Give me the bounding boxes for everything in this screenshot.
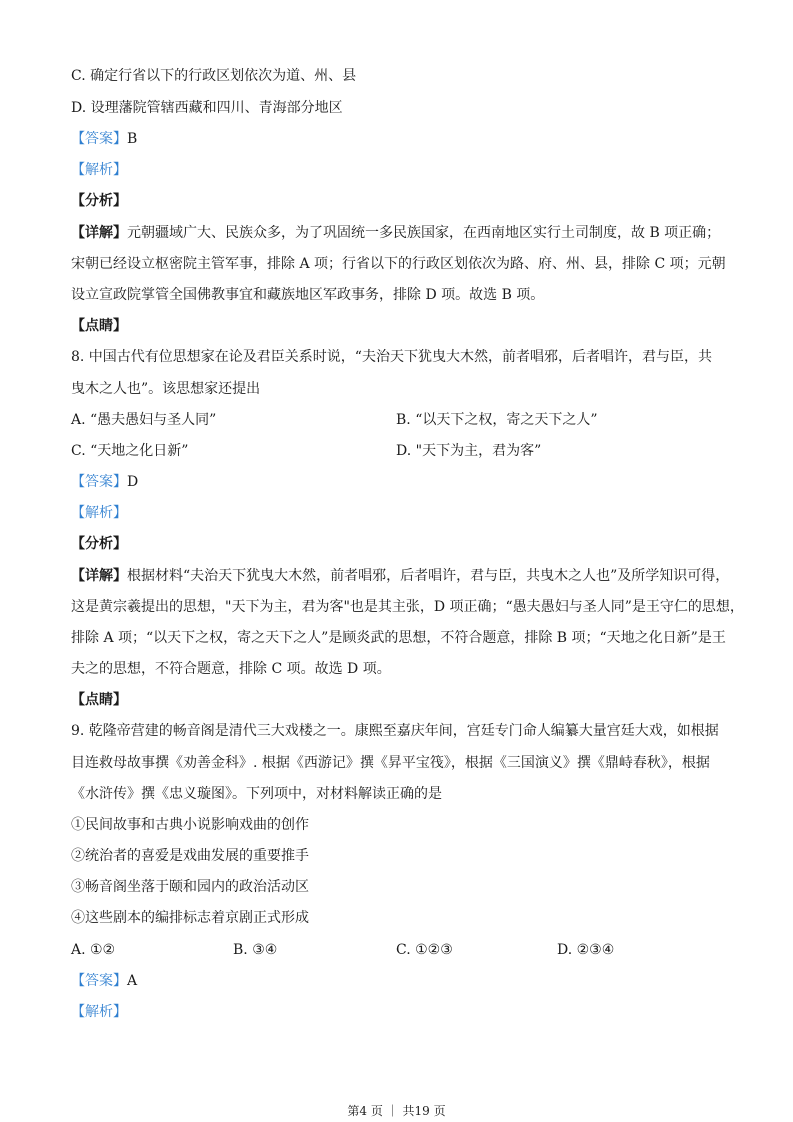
q8-option-b: B. “以天下之权，寄之天下之人”: [396, 412, 598, 428]
q8-option-a: A. “愚夫愚妇与圣人同”: [71, 412, 217, 428]
q8-xiangjie-line-4: 夫之的思想，不符合题意，排除 C 项。故选 D 项。: [71, 661, 391, 677]
q9-jiexi-label: 【解析】: [71, 1004, 127, 1020]
answer-label: 【答案】: [71, 474, 127, 490]
q9-statement-4: ④这些剧本的编排标志着京剧正式形成: [71, 910, 309, 926]
q9-option-d: D. ②③④: [557, 942, 615, 958]
q9-stem-line-3: 《水浒传》撰《忠义璇图》。下列项中，对材料解读正确的是: [71, 786, 442, 802]
q8-dianjing-label: 【点睛】: [71, 692, 127, 708]
q8-xiangjie-line-3: 排除 A 项；“以天下之权，寄之天下之人”是顾炎武的思想，不符合题意，排除 B 项；“天地之化日新”是王: [71, 630, 726, 646]
q7-dianjing-label: 【点睛】: [71, 318, 127, 334]
q8-xiangjie-line-2: 这是黄宗羲提出的思想，"天下为主，君为客"也是其主张，D 项正确；“愚夫愚妇与圣人同”是王守仁的思想，: [71, 599, 744, 615]
q9-stem-line-2: 目连救母故事撰《劝善金科》. 根据《西游记》撰《昇平宝筏》，根据《三国演义》撰《鼎峙春秋》，根据: [71, 755, 710, 771]
page-footer: 第4 页 ｜ 共19 页: [347, 1104, 446, 1118]
answer-value: D: [127, 474, 139, 490]
q9-option-b: B. ③④: [233, 942, 278, 958]
q8-stem-line-1: 8. 中国古代有位思想家在论及君臣关系时说，“夫治天下犹曳大木然，前者唱邪，后者唱许，君与臣，共: [71, 349, 712, 365]
q9-stem-line-1: 9. 乾隆帝营建的畅音阁是清代三大戏楼之一。康熙至嘉庆年间，宫廷专门命人编纂大量宫廷大戏，如根据: [71, 723, 719, 739]
xiangjie-label: 【详解】: [71, 568, 127, 584]
answer-value: B: [127, 131, 138, 147]
q9-option-a: A. ①②: [71, 942, 116, 958]
q7-fenxi-label: 【分析】: [71, 193, 127, 209]
q8-fenxi-label: 【分析】: [71, 536, 127, 552]
answer-label: 【答案】: [71, 973, 127, 989]
q8-xiangjie-line-1: [71, 567, 729, 585]
q8-answer: [71, 473, 138, 491]
q7-option-c: C. 确定行省以下的行政区划依次为道、州、县: [71, 68, 357, 84]
xiangjie-label: 【详解】: [71, 225, 127, 241]
q7-jiexi-label: 【解析】: [71, 162, 127, 178]
q7-xiangjie-line-2: 宋朝已经设立枢密院主管军事，排除 A 项；行省以下的行政区划依次为路、府、州、县，排除 C 项；元朝: [71, 256, 726, 272]
answer-label: 【答案】: [71, 131, 127, 147]
q9-statement-1: ①民间故事和古典小说影响戏曲的创作: [71, 817, 309, 833]
q8-stem-line-2: 曳木之人也”。该思想家还提出: [71, 381, 261, 397]
q9-statement-3: ③畅音阁坐落于颐和园内的政治活动区: [71, 879, 309, 895]
xiangjie-text: 根据材料“夫治天下犹曳大木然，前者唱邪，后者唱许，君与臣，共曳木之人也”及所学知识可得，: [127, 568, 730, 584]
answer-value: A: [127, 973, 138, 989]
q7-answer: [71, 130, 137, 148]
q7-xiangjie-line-3: 设立宣政院掌管全国佛教事宜和藏族地区军政事务，排除 D 项。故选 B 项。: [71, 287, 545, 303]
q7-option-d: D. 设理藩院管辖西藏和四川、青海部分地区: [71, 100, 343, 116]
q8-jiexi-label: 【解析】: [71, 505, 127, 521]
q9-option-c: C. ①②③: [396, 942, 453, 958]
q8-option-d: D. "天下为主，君为客”: [396, 443, 542, 459]
q9-statement-2: ②统治者的喜爱是戏曲发展的重要推手: [71, 848, 309, 864]
q9-answer: [71, 972, 137, 990]
q8-option-c: C. “天地之化日新”: [71, 443, 189, 459]
q7-xiangjie-line-1: [71, 224, 720, 242]
xiangjie-text: 元朝疆域广大、民族众多，为了巩固统一多民族国家，在西南地区实行土司制度，故 B 项正确；: [127, 225, 721, 241]
